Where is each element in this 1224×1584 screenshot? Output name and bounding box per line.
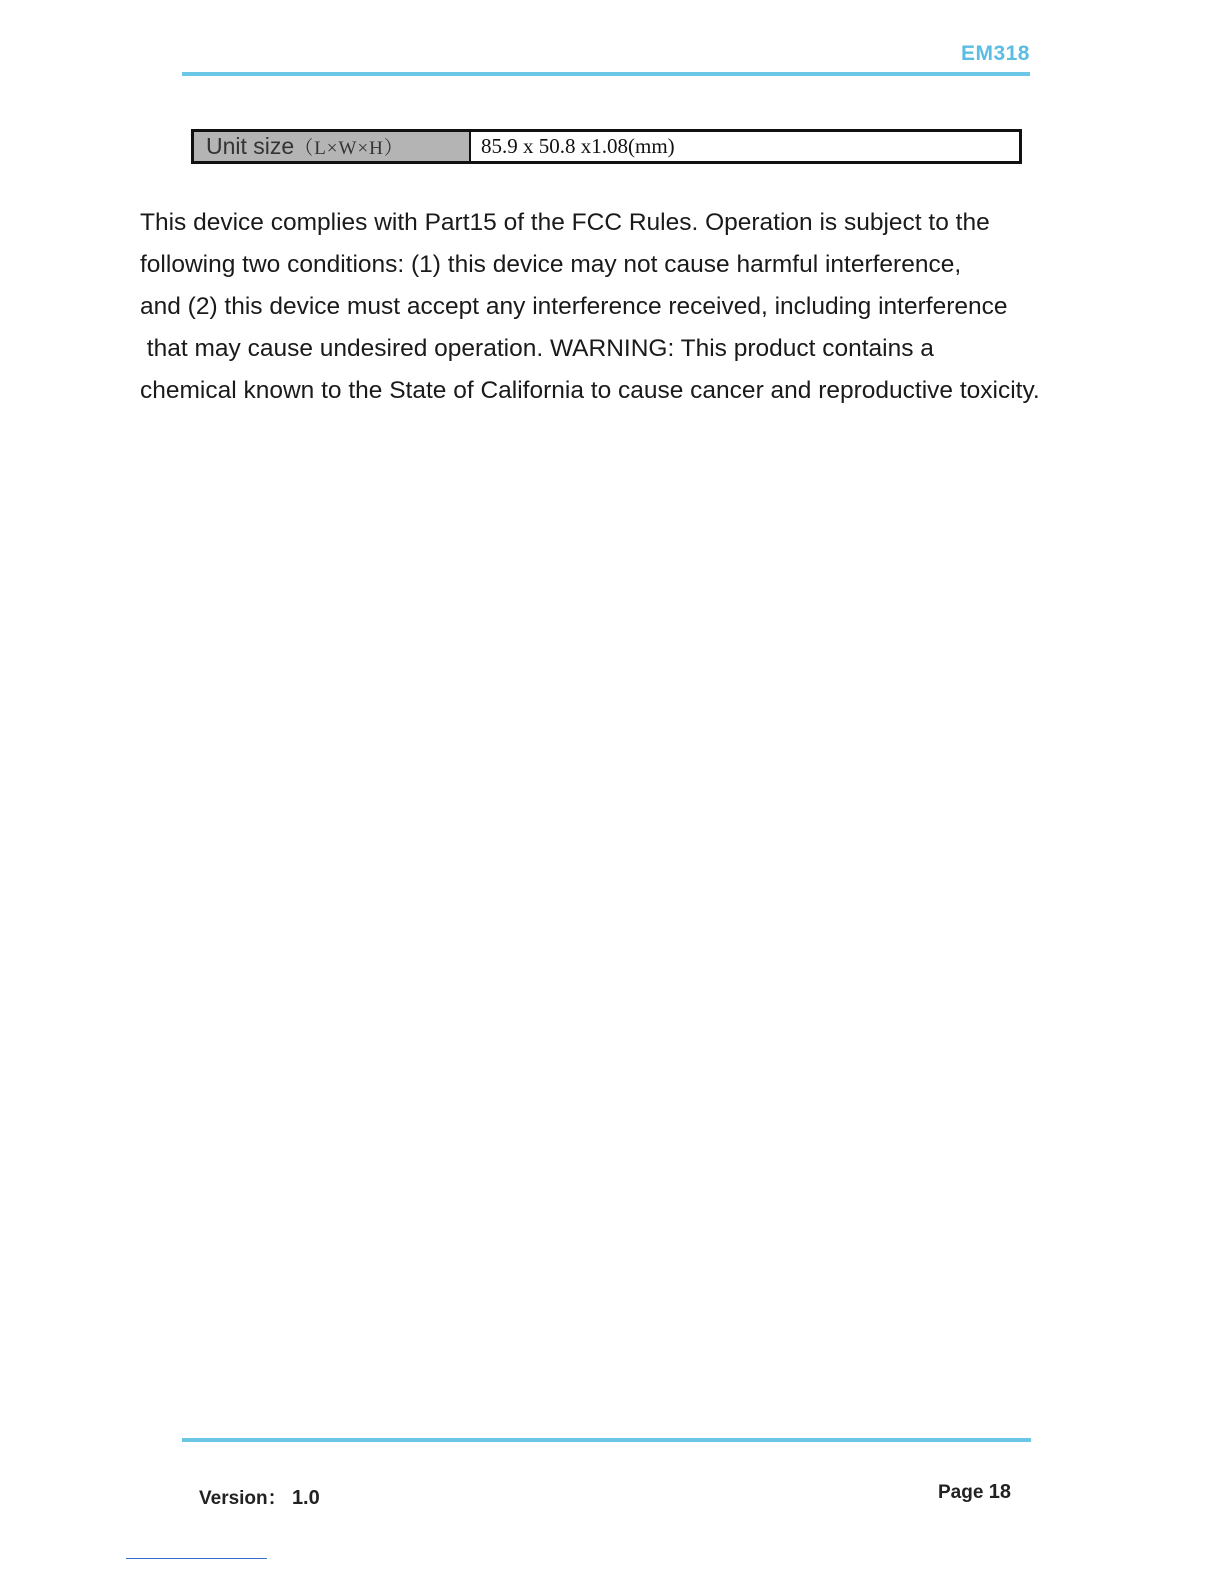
bottom-link-underline (126, 1558, 267, 1559)
version-label: Version： (199, 1488, 287, 1509)
spec-label-text: Unit size (206, 133, 295, 159)
header-divider (182, 72, 1030, 76)
statement-line: that may cause undesired operation. WARNING: This product contains a (140, 335, 934, 362)
fcc-statement (140, 202, 1140, 412)
spec-label-cell (194, 132, 471, 161)
statement-line: following two conditions: (1) this device may not cause harmful interference, (140, 251, 962, 278)
spec-label-dims: （L×W×H） (294, 138, 404, 159)
statement-line: This device complies with Part15 of the FCC Rules. Operation is subject to the (140, 209, 990, 236)
footer-version (199, 1483, 320, 1510)
footer-page (938, 1481, 1011, 1504)
page-number: 18 (988, 1481, 1011, 1503)
spec-value-cell: 85.9 x 50.8 x1.08(mm) (481, 134, 675, 158)
model-label: EM318 (960, 42, 1030, 65)
statement-line: and (2) this device must accept any interference received, including interference (140, 293, 1008, 320)
page-label: Page (938, 1482, 984, 1503)
spec-table (191, 129, 1022, 164)
footer-divider (182, 1438, 1031, 1442)
version-number: 1.0 (291, 1487, 320, 1509)
statement-line: chemical known to the State of California to cause cancer and reproductive toxicity. (140, 377, 1040, 404)
